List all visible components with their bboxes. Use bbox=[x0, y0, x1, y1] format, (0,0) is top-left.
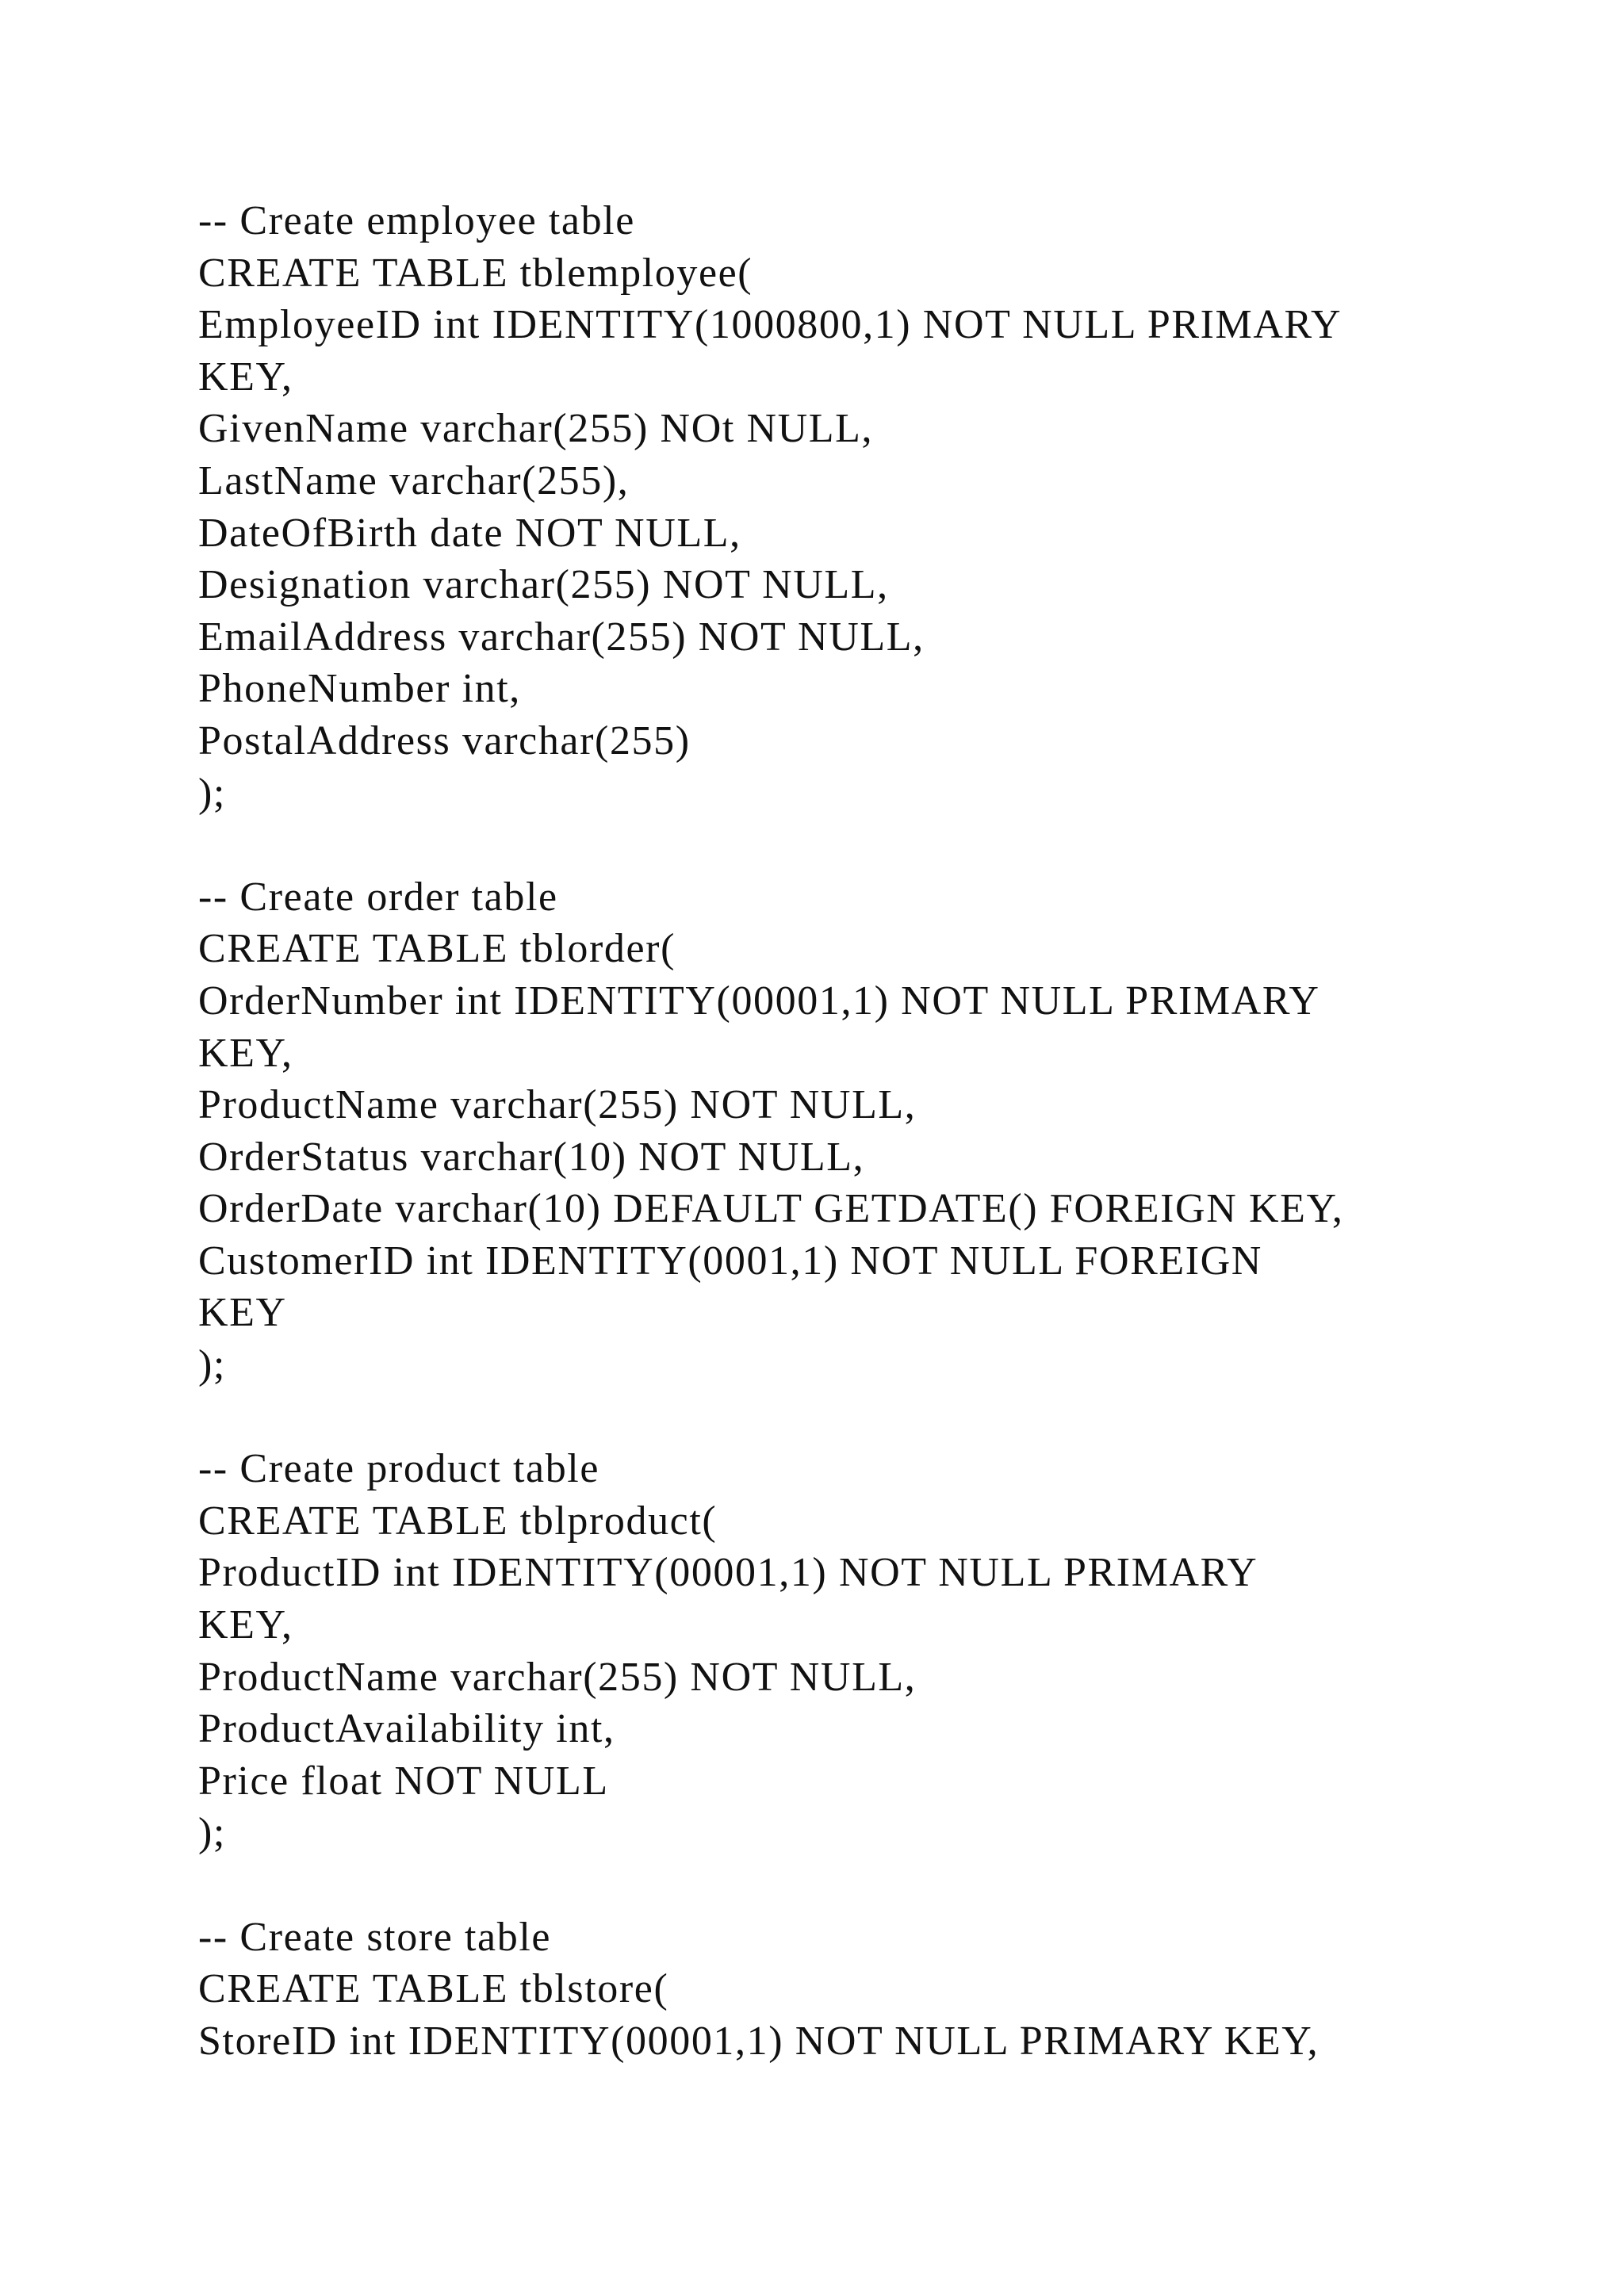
comment-line: -- Create employee table bbox=[198, 198, 635, 243]
code-line: ); bbox=[198, 1810, 226, 1856]
comment-line: -- Create order table bbox=[198, 874, 558, 920]
code-line: OrderDate varchar(10) DEFAULT GETDATE() FOREIGN KEY, bbox=[198, 1186, 1344, 1232]
code-line: EmployeeID int IDENTITY(1000800,1) NOT NULL PRIMARY bbox=[198, 302, 1342, 348]
code-line: CREATE TABLE tblstore( bbox=[198, 1966, 669, 2012]
code-line: CREATE TABLE tblproduct( bbox=[198, 1498, 718, 1544]
code-line: KEY, bbox=[198, 1030, 293, 1076]
code-line: OrderStatus varchar(10) NOT NULL, bbox=[198, 1134, 865, 1180]
code-line: KEY, bbox=[198, 1602, 293, 1648]
code-line: CREATE TABLE tblorder( bbox=[198, 926, 676, 972]
code-line: ProductName varchar(255) NOT NULL, bbox=[198, 1082, 917, 1128]
code-line: PostalAddress varchar(255) bbox=[198, 718, 691, 763]
code-line: ); bbox=[198, 770, 226, 816]
code-line: LastName varchar(255), bbox=[198, 457, 630, 503]
code-line: CustomerID int IDENTITY(0001,1) NOT NULL FOREIGN bbox=[198, 1238, 1262, 1284]
code-line: KEY bbox=[198, 1290, 287, 1336]
code-line: Price float NOT NULL bbox=[198, 1758, 609, 1804]
comment-line: -- Create product table bbox=[198, 1446, 600, 1492]
code-line: StoreID int IDENTITY(00001,1) NOT NULL PRIMARY KEY, bbox=[198, 2018, 1320, 2064]
code-line: PhoneNumber int, bbox=[198, 666, 521, 712]
code-line: GivenName varchar(255) NOt NULL, bbox=[198, 406, 874, 452]
code-line: KEY, bbox=[198, 354, 293, 400]
code-line: ); bbox=[198, 1342, 226, 1388]
blank-line bbox=[198, 1391, 1546, 1444]
code-line: Designation varchar(255) NOT NULL, bbox=[198, 562, 889, 608]
blank-line bbox=[198, 819, 1546, 871]
code-line: ProductName varchar(255) NOT NULL, bbox=[198, 1654, 917, 1700]
code-line: CREATE TABLE tblemployee( bbox=[198, 250, 753, 296]
comment-line: -- Create store table bbox=[198, 1914, 552, 1960]
code-line: OrderNumber int IDENTITY(00001,1) NOT NULL PRIMARY bbox=[198, 978, 1320, 1024]
code-line: ProductAvailability int, bbox=[198, 1706, 615, 1752]
blank-line bbox=[198, 1859, 1546, 1911]
code-line: ProductID int IDENTITY(00001,1) NOT NULL PRIMARY bbox=[198, 1550, 1258, 1596]
sql-code-block bbox=[198, 195, 1546, 2067]
code-line: DateOfBirth date NOT NULL, bbox=[198, 510, 741, 556]
code-line: EmailAddress varchar(255) NOT NULL, bbox=[198, 614, 925, 660]
